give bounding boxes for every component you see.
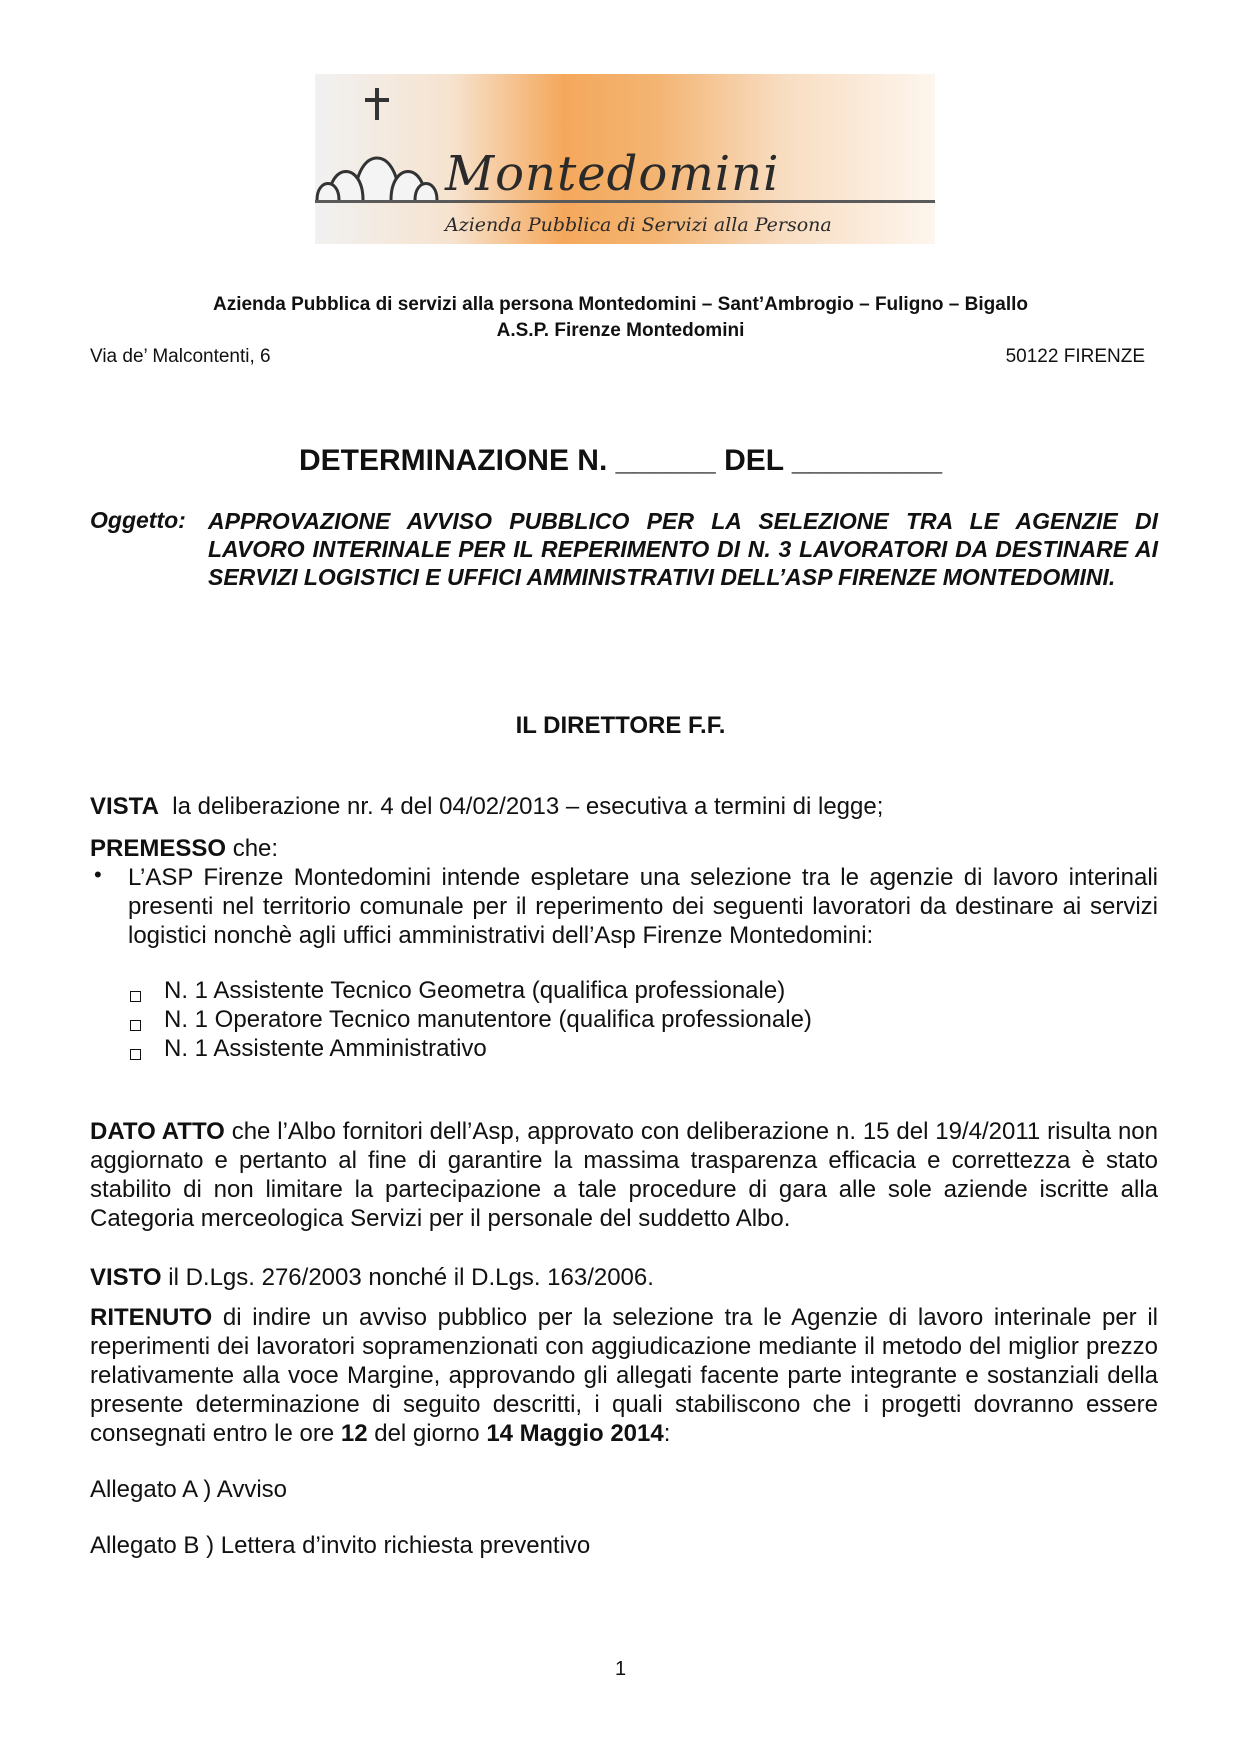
header-line-2: A.S.P. Firenze Montedomini (496, 320, 745, 341)
checkbox-square-icon (130, 1020, 141, 1031)
dato-atto-text: che l’Albo fornitori dell’Asp, approvato con deliberazione n. 15 del 19/4/2011 risulta non aggiornato e pertanto al fine di garantire la massima trasparenza efficacia e correttezza è stato stabilito di non limitare la partecipazione a tale procedure di gara alle sole aziende iscritte alla Categoria merceologica Servizi per il personale del suddetto Albo. (90, 1118, 1158, 1232)
director-heading: IL DIRETTORE F.F. (515, 712, 726, 739)
document-title: DETERMINAZIONE N. ______ DEL _________ (298, 444, 943, 477)
page-number: 1 (614, 1658, 627, 1680)
oggetto-text: APPROVAZIONE AVVISO PUBBLICO PER LA SELEZIONE TRA LE AGENZIE DI LAVORO INTERINALE PER IL REPERIMENTO DI N. 3 LAVORATORI DA DESTINARE AI SERVIZI LOGISTICI E UFFICI AMMINISTRATIVI DELL’ASP FIRENZE MONTEDOMINI. (208, 508, 1158, 590)
checkbox-square-icon (130, 991, 141, 1002)
checkbox-square-icon (130, 1049, 141, 1060)
address-city: 50122 FIRENZE (1005, 346, 1145, 367)
premesso-text: che: (232, 835, 279, 862)
visto-paragraph (90, 1263, 1158, 1292)
allegato-a: Allegato A ) Avviso (90, 1476, 288, 1503)
premesso-label: PREMESSO (90, 835, 227, 862)
premesso-paragraph (90, 834, 1158, 863)
ritenuto-text: di indire un avviso pubblico per la selezione tra le Agenzie di lavoro interinale per il reperimenti dei lavoratori sopramenzionati con aggiudicazione mediante il metodo del miglior prezzo relativamente alla voce Margine, approvando gli allegati facente parte integrante e sostanziali della presente determinazione di seguito descritti, i quali stabiliscono che i progetti dovranno essere consegnati entro le ore (90, 1304, 1158, 1447)
montedomini-logo (315, 74, 935, 244)
bullet-text: L’ASP Firenze Montedomini intende espletare una selezione tra le agenzie di lavoro interinali presenti nel territorio comunale per il reperimento dei seguenti lavoratori da destinare ai servizi logistici nonchè agli uffici amministrativi dell’Asp Firenze Montedomini: (128, 864, 1158, 949)
header-line-1: Azienda Pubblica di servizi alla persona Montedomini – Sant’Ambrogio – Fuligno – Bigallo (212, 294, 1028, 315)
position-item: N. 1 Assistente Tecnico Geometra (qualifica professionale) (164, 977, 786, 1004)
visto-text: il D.Lgs. 276/2003 nonché il D.Lgs. 163/2006. (168, 1264, 654, 1291)
position-item: N. 1 Assistente Amministrativo (164, 1035, 487, 1062)
logo-name: Montedomini (445, 146, 780, 202)
vista-text: la deliberazione nr. 4 del 04/02/2013 – esecutiva a termini di legge; (172, 793, 884, 820)
ritenuto-end: : (663, 1420, 671, 1447)
allegato-b: Allegato B ) Lettera d’invito richiesta preventivo (90, 1532, 591, 1559)
deadline-hour: 12 (340, 1420, 368, 1447)
position-item: N. 1 Operatore Tecnico manutentore (qualifica professionale) (164, 1006, 812, 1033)
vista-paragraph (90, 792, 1158, 821)
visto-label: VISTO (90, 1264, 162, 1291)
logo-tagline: Azienda Pubblica di Servizi alla Persona (445, 214, 832, 236)
dato-atto-paragraph (90, 1117, 1158, 1233)
ritenuto-paragraph (90, 1303, 1158, 1448)
address-street: Via de’ Malcontenti, 6 (90, 346, 271, 367)
oggetto-label: Oggetto: (90, 507, 186, 533)
bullet-icon: • (94, 862, 102, 887)
ritenuto-mid: del giorno (374, 1420, 480, 1447)
vista-label: VISTA (90, 793, 159, 820)
dato-atto-label: DATO ATTO (90, 1118, 225, 1145)
deadline-date: 14 Maggio 2014 (486, 1420, 664, 1447)
ritenuto-label: RITENUTO (90, 1304, 213, 1331)
